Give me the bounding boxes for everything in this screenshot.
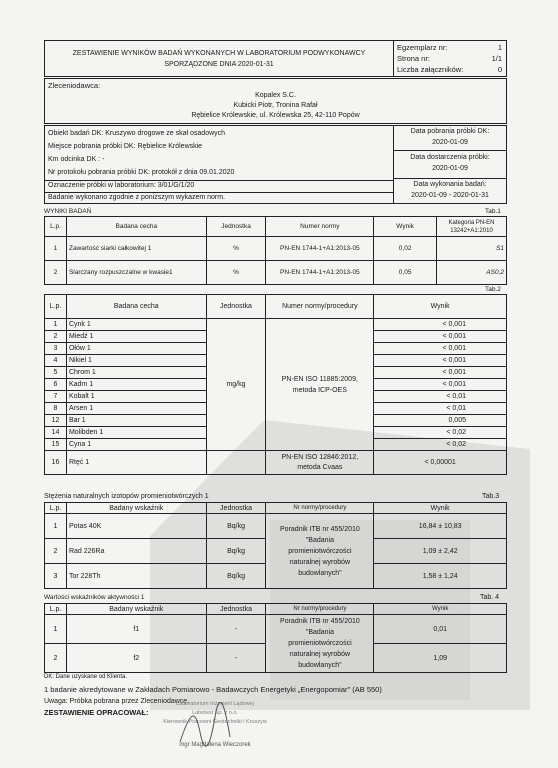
lp-cell: 14 [45,427,67,439]
tab4-heading: Wartości wskaźników aktywności 1 [44,594,145,601]
tab1-header-kategoria: Kategoria PN-EN 13242+A1:2010 [437,217,507,237]
table-row [45,615,507,644]
dates-box [393,125,507,204]
cecha-cell: Zawartość siarki całkowitej 1 [66,237,206,261]
tab4-header-lp: L.p. [45,604,67,615]
tab2-header-jednostka: Jednostka [206,295,266,319]
miejsce-pobrania: Miejsce pobrania próbki DK: Rębielice Królewskie [48,143,203,150]
result-cell: < 0,001 [374,319,507,331]
client-name: Kopalex S.C. [255,92,296,99]
stamp-line-2: Labotest Sp. z o.o. [192,710,238,716]
norm-cell: PN-EN ISO 11885:2009, metoda ICP-OES [266,319,374,451]
result-cell: < 0,00001 [374,451,507,475]
stamp-line-1: Laboratorium Inżynierii Lądowej [176,701,254,707]
wskaznik-cell: Potas 40K [66,514,206,539]
table-row [45,237,507,261]
stamp-line-3: Kierownik Pracowni Geotechniki i Kruszyw [163,719,267,725]
tab3-header-lp: L.p. [45,503,67,514]
cecha-cell: Cynk 1 [66,319,206,331]
result-cell: 0,02 [374,237,437,261]
result-cell: < 0,001 [374,343,507,355]
result-cell: 1,58 ± 1,24 [374,564,507,589]
tab1-header-lp: L.p. [45,217,67,237]
cecha-cell: Kadm 1 [66,379,206,391]
result-cell: 0,05 [374,261,437,285]
unit-cell: % [206,237,266,261]
zal-value: 0 [497,65,502,74]
client-label: Zleceniodawca: [48,81,101,90]
sample-info-box [44,125,394,204]
tab4-tag: Tab. 4 [480,594,500,601]
result-cell: < 0,02 [374,439,507,451]
tab3-table [44,502,507,589]
data-wykonania-value: 2020-01-09 - 2020-01-31 [411,192,489,199]
table-row [45,514,507,539]
client-address: Rębielice Królewskie, ul. Królewska 25, 42-110 Popów [191,112,360,119]
tab1-header-wynik: Wynik [374,217,437,237]
zgodnie-z-normami: Badanie wykonano zgodnie z poniższym wykazem norm. [48,194,226,201]
wyniki-badan-heading: WYNIKI BADAŃ [44,208,92,215]
oznaczenie-probki: Oznaczenie próbki w laboratorium: 3/01/G/1/20 [48,182,195,189]
tab2-header-lp: L.p. [45,295,67,319]
result-cell: 0,005 [374,415,507,427]
unit-cell [206,451,266,475]
tab2-tag: Tab.2 [485,286,501,293]
wskaznik-cell: Tor 228Th [66,564,206,589]
dk-note: DK: Dane uzyskane od Klienta. [44,674,128,680]
result-cell: 16,84 ± 10,83 [374,514,507,539]
cecha-cell: Nikiel 1 [66,355,206,367]
unit-cell: Bq/kg [206,564,266,589]
data-pobrania-value: 2020-01-09 [432,139,468,146]
cecha-cell: Miedź 1 [66,331,206,343]
norm-cell: PN-EN 1744-1+A1:2013-05 [266,237,374,261]
unit-cell: - [206,615,266,644]
tab3-header-norma: Nr normy/procedury [266,503,374,514]
tab4-header-norma: Nr normy/procedury [266,604,374,615]
norm-cell: Poradnik ITB nr 455/2010 "Badania promieniotwórczości naturalnej wyrobów budowlanych" [266,615,374,673]
result-cell: < 0,02 [374,427,507,439]
lp-cell: 1 [45,514,67,539]
tab1-tag: Tab.1 [485,208,501,215]
client-owners: Kubicki Piotr, Tronina Rafał [233,102,318,109]
cecha-cell: Molibden 1 [66,427,206,439]
norm-cell: PN-EN ISO 12846:2012, metoda Cvaas [266,451,374,475]
unit-cell: Bq/kg [206,539,266,564]
lp-cell: 3 [45,564,67,589]
strona-label: Strona nr: [397,54,430,63]
prepared-by-label: ZESTAWIENIE OPRACOWAŁ: [44,708,149,717]
lp-cell: 3 [45,343,67,355]
cecha-cell: Ołów 1 [66,343,206,355]
tab2-table [44,294,507,475]
cecha-cell: Kobalt 1 [66,391,206,403]
client-box [44,78,507,124]
lp-cell: 1 [45,237,67,261]
data-dostarczenia-value: 2020-01-09 [432,165,468,172]
lp-cell: 2 [45,331,67,343]
copy-info-box [393,40,507,77]
wskaznik-cell: f1 [66,615,206,644]
result-cell: < 0,001 [374,331,507,343]
data-wykonania-label: Data wykonania badań: [413,181,487,188]
tab4-header-wskaznik: Badany wskaźnik [66,604,206,615]
tab4-header-wynik: Wynik [374,604,507,615]
lp-cell: 2 [45,644,67,673]
wskaznik-cell: Rad 226Ra [66,539,206,564]
report-title-box [44,40,394,77]
table-row [45,261,507,285]
lp-cell: 1 [45,615,67,644]
obiekt-badan: Obiekt badań DK: Kruszywo drogowe ze skał osadowych [48,130,226,137]
lp-cell: 6 [45,379,67,391]
norm-cell: Poradnik ITB nr 455/2010 "Badania promieniotwórczości naturalnej wyrobów budowlanych" [266,514,374,589]
result-cell: 1,09 ± 2,42 [374,539,507,564]
result-cell: 1,09 [374,644,507,673]
tab1-header-cecha: Badana cecha [66,217,206,237]
cecha-cell: Bar 1 [66,415,206,427]
lp-cell: 5 [45,367,67,379]
category-cell: AS0,2 [437,261,507,285]
egz-value: 1 [497,43,502,52]
unit-cell: - [206,644,266,673]
table-row [45,451,507,475]
result-cell: < 0,01 [374,403,507,415]
zal-label: Liczba załączników: [397,65,464,74]
data-pobrania-label: Data pobrania próbki DK: [410,128,490,135]
tab1-header-jednostka: Jednostka [206,217,266,237]
data-dostarczenia-label: Data dostarczenia próbki: [410,154,490,161]
tab2-header-cecha: Badana cecha [66,295,206,319]
km-odcinka: Km odcinka DK : - [48,156,105,163]
report-title-line1: ZESTAWIENIE WYNIKÓW BADAŃ WYKONANYCH W LABORATORIUM PODWYKONAWCY [72,50,366,57]
tab3-heading: Stężenia naturalnych izotopów promieniotwórczych 1 [44,493,209,500]
tab3-header-wynik: Wynik [374,503,507,514]
result-cell: < 0,001 [374,355,507,367]
result-cell: 0,01 [374,615,507,644]
tab4-table [44,603,507,673]
lp-cell: 4 [45,355,67,367]
cecha-cell: Chrom 1 [66,367,206,379]
wskaznik-cell: f2 [66,644,206,673]
tab2-header-wynik: Wynik [374,295,507,319]
report-title-line2: SPORZĄDZONE DNIA 2020-01-31 [164,61,274,68]
cecha-cell: Siarczany rozpuszczalne w kwasie1 [66,261,206,285]
tab1-header-norma: Numer normy [266,217,374,237]
unit-cell: % [206,261,266,285]
lp-cell: 2 [45,539,67,564]
tab2-header-norma: Numer normy/procedury [266,295,374,319]
tab3-header-jednostka: Jednostka [206,503,266,514]
result-cell: < 0,001 [374,367,507,379]
lp-cell: 7 [45,391,67,403]
tab3-header-wskaznik: Badany wskaźnik [66,503,206,514]
egz-label: Egzemplarz nr: [397,43,448,52]
category-cell: S1 [437,237,507,261]
norm-cell: PN-EN 1744-1+A1:2013-05 [266,261,374,285]
lp-cell: 1 [45,319,67,331]
signer-name: mgr Magdalena Wieczorek [179,742,251,748]
uwaga-note: Uwaga: Próbka pobrana przez Zleceniodawcę. [44,698,190,705]
lp-cell: 2 [45,261,67,285]
accreditation-note: 1 badanie akredytowane w Zakładach Pomiarowo - Badawczych Energetyki „Energopomiar" (AB 550) [44,685,382,694]
cecha-cell: Cyna 1 [66,439,206,451]
lp-cell: 16 [45,451,67,475]
lp-cell: 8 [45,403,67,415]
tab3-tag: Tab.3 [482,493,500,500]
cecha-cell: Arsen 1 [66,403,206,415]
lp-cell: 12 [45,415,67,427]
unit-cell: Bq/kg [206,514,266,539]
strona-value: 1/1 [491,54,502,63]
nr-protokolu: Nr protokołu pobrania próbki DK: protokół z dnia 09.01.2020 [48,169,235,176]
tab4-header-jednostka: Jednostka [206,604,266,615]
table-row [45,319,507,331]
lp-cell: 15 [45,439,67,451]
unit-cell: mg/kg [206,319,266,451]
tab1-table [44,216,507,285]
result-cell: < 0,001 [374,379,507,391]
result-cell: < 0,01 [374,391,507,403]
cecha-cell: Rtęć 1 [66,451,206,475]
